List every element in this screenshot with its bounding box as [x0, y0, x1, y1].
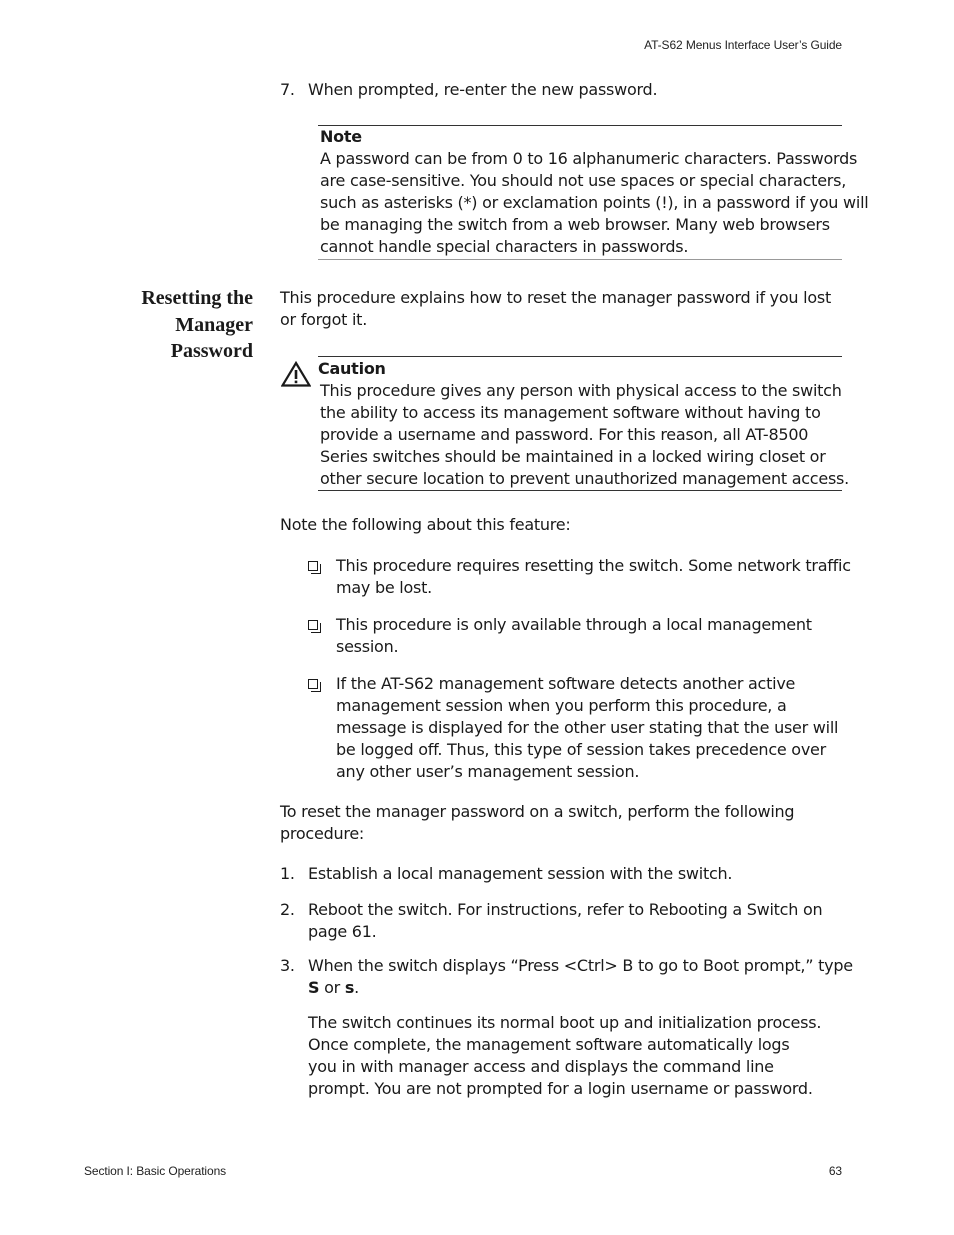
- note-line: A password can be from 0 to 16 alphanumeric characters. Passwords: [320, 149, 858, 168]
- step-2: [280, 899, 842, 943]
- caution-line: This procedure gives any person with physical access to the switch: [320, 381, 842, 400]
- section-heading-line: Resetting the: [141, 287, 253, 309]
- bullet-item: [308, 555, 851, 599]
- key-lower: s: [344, 978, 355, 997]
- caution-line: provide a username and password. For this reason, all AT-8500: [320, 425, 809, 444]
- procedure-intro-line: procedure:: [280, 824, 365, 843]
- result-line: The switch continues its normal boot up and initialization process.: [308, 1013, 822, 1032]
- result-line: prompt. You are not prompted for a login username or password.: [308, 1079, 813, 1098]
- section-intro: [280, 287, 842, 331]
- step-text: When prompted, re-enter the new password.: [308, 80, 658, 99]
- step-1: [280, 863, 842, 885]
- intro-line: This procedure explains how to reset the manager password if you lost: [280, 288, 831, 307]
- step-number: 3.: [280, 956, 295, 975]
- step-line: When the switch displays “Press <Ctrl> B to go to Boot prompt,” type: [308, 956, 853, 975]
- caution-line: Series switches should be maintained in a locked wiring closet or: [320, 447, 826, 466]
- or-word: or: [319, 978, 345, 997]
- feature-intro: Note the following about this feature:: [280, 515, 571, 534]
- note-line: be managing the switch from a web browser. Many web browsers: [320, 215, 830, 234]
- caution-top-rule: [318, 356, 842, 357]
- step-3-result: [308, 1012, 848, 1100]
- bullet-line: any other user’s management session.: [336, 762, 640, 781]
- procedure-intro-line: To reset the manager password on a switch, perform the following: [280, 802, 795, 821]
- bullet-item: [308, 614, 848, 658]
- page-number: 63: [828, 1164, 842, 1178]
- bullet-item: [308, 673, 848, 783]
- caution-label: Caution: [318, 359, 386, 378]
- checkbox-bullet-icon: [308, 679, 318, 689]
- bullet-line: session.: [336, 637, 399, 656]
- checkbox-bullet-icon: [308, 620, 318, 630]
- section-heading-line: Manager: [175, 313, 253, 336]
- step-period: .: [354, 978, 359, 997]
- warning-triangle-icon: [281, 361, 311, 387]
- bullet-line: message is displayed for the other user stating that the user will: [336, 718, 839, 737]
- step-number: 7.: [280, 80, 295, 99]
- step-number: 2.: [280, 900, 295, 919]
- checkbox-bullet-icon: [308, 561, 318, 571]
- section-heading: [53, 285, 253, 365]
- footer-section: Section I: Basic Operations: [84, 1164, 227, 1178]
- bullet-line: may be lost.: [336, 578, 432, 597]
- section-heading-line: Password: [170, 340, 253, 362]
- note-line: such as asterisks (*) or exclamation points (!), in a password if you will: [320, 193, 869, 212]
- intro-line: or forgot it.: [280, 310, 368, 329]
- procedure-intro: [280, 801, 842, 845]
- step-3: [280, 955, 853, 999]
- caution-line: the ability to access its management software without having to: [320, 403, 821, 422]
- caution-bottom-rule: [318, 490, 842, 491]
- running-header: AT-S62 Menus Interface User’s Guide: [644, 38, 842, 52]
- caution-line: other secure location to prevent unauthorized management access.: [320, 469, 849, 488]
- caution-block: [318, 358, 849, 490]
- result-line: Once complete, the management software automatically logs: [308, 1035, 790, 1054]
- step-line: [308, 977, 850, 999]
- note-block: [320, 126, 869, 258]
- result-line: you in with manager access and displays the command line: [308, 1057, 774, 1076]
- step-line: Establish a local management session with the switch.: [308, 864, 733, 883]
- step-number: 1.: [280, 864, 295, 883]
- note-line: cannot handle special characters in passwords.: [320, 237, 689, 256]
- note-label: Note: [320, 127, 362, 146]
- note-bottom-rule: [318, 259, 842, 260]
- bullet-line: management session when you perform this procedure, a: [336, 696, 787, 715]
- note-line: are case-sensitive. You should not use spaces or special characters,: [320, 171, 847, 190]
- bullet-line: This procedure is only available through a local management: [336, 615, 812, 634]
- bullet-line: This procedure requires resetting the switch. Some network traffic: [336, 556, 851, 575]
- step-line: page 61.: [308, 922, 377, 941]
- bullet-line: If the AT-S62 management software detects another active: [336, 674, 796, 693]
- bullet-line: be logged off. Thus, this type of session takes precedence over: [336, 740, 826, 759]
- step-line: Reboot the switch. For instructions, refer to Rebooting a Switch on: [308, 900, 823, 919]
- key-upper: S: [308, 978, 320, 997]
